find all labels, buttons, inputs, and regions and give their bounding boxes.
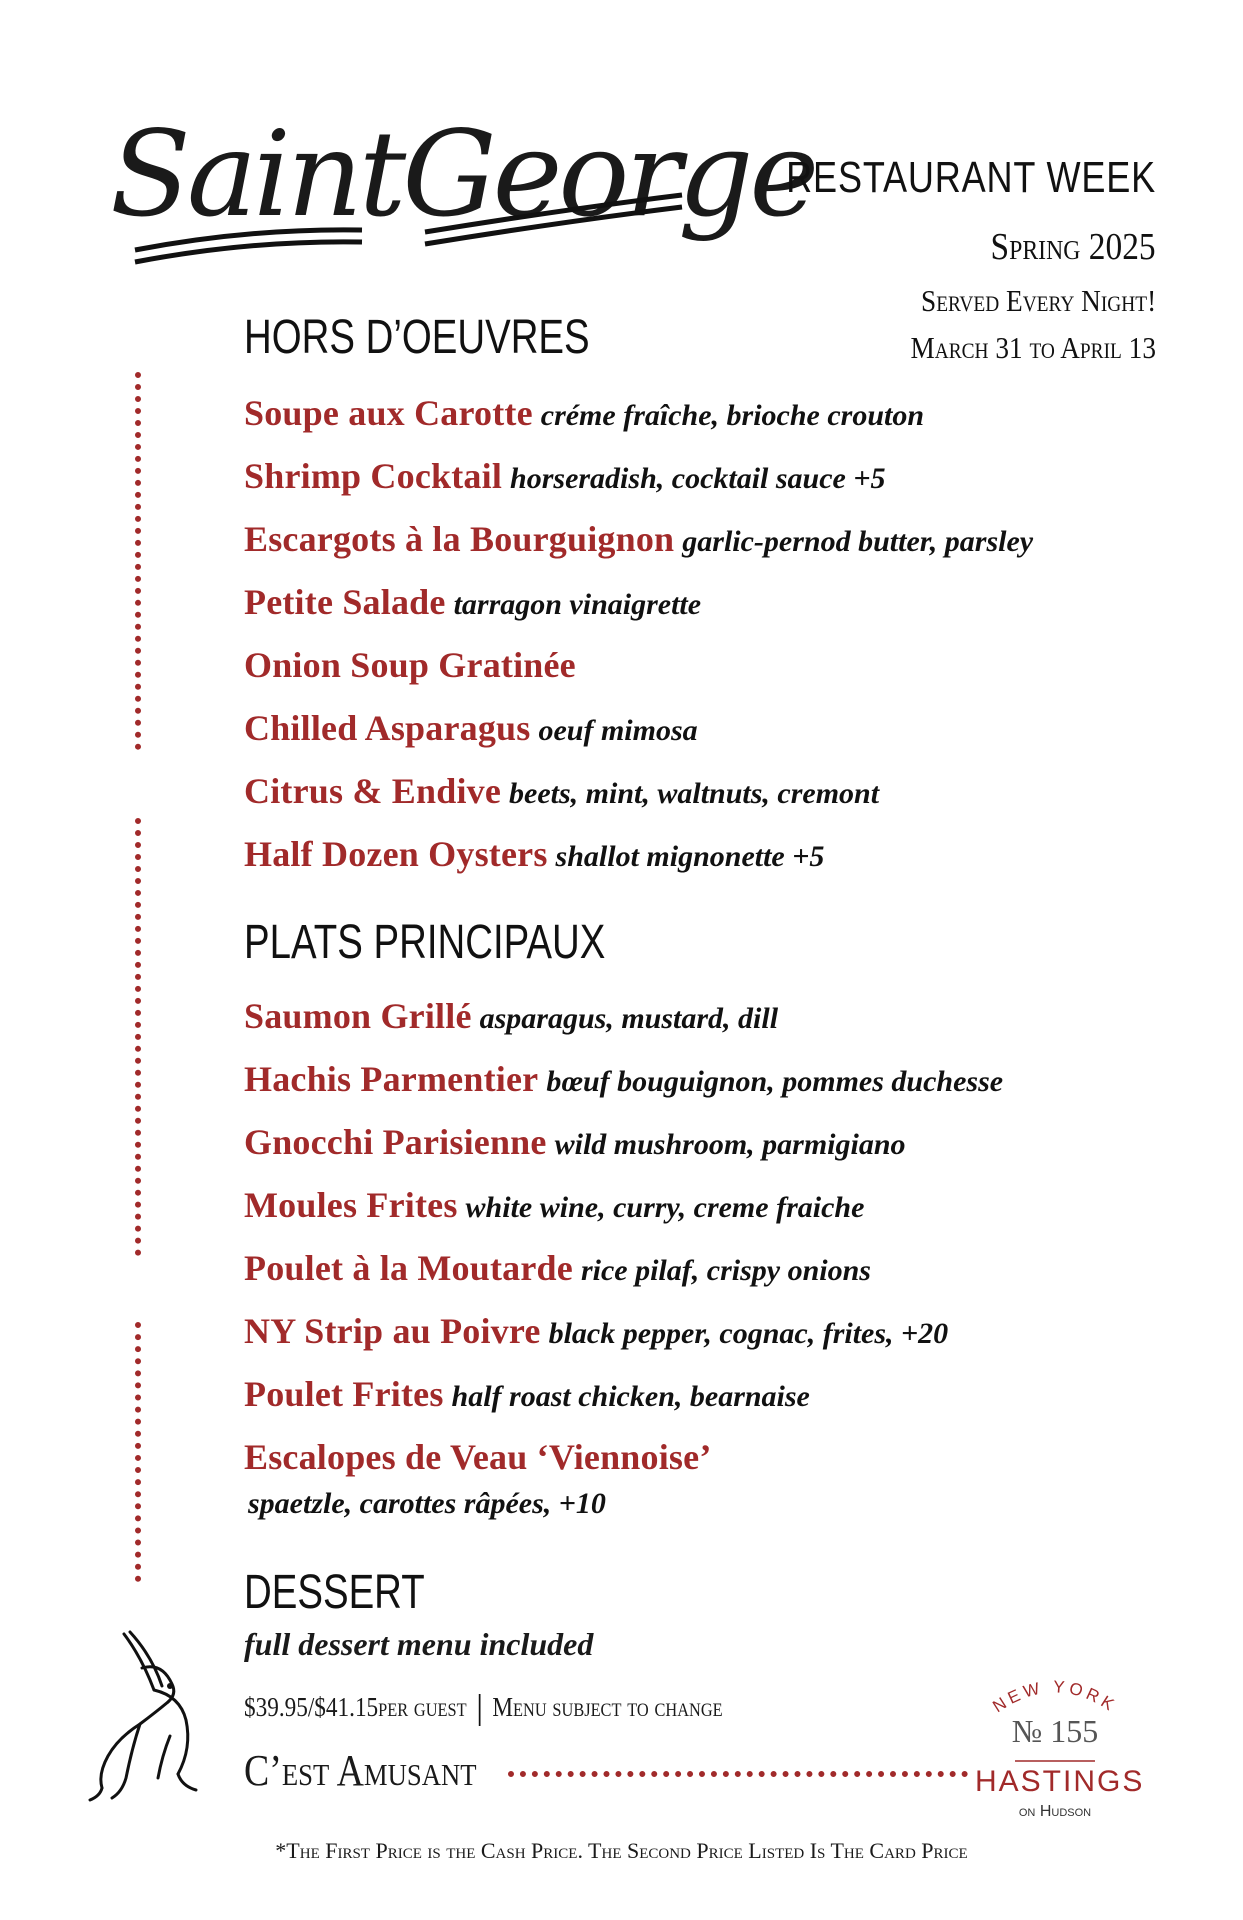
- item-desc: spaetzle, carottes râpées, +10: [248, 1487, 606, 1520]
- menu-item: [244, 518, 1033, 560]
- price-line: [244, 1692, 723, 1726]
- logo-underline-icon: [100, 100, 700, 275]
- section-heading-hors: HORS D’OEUVRES: [244, 311, 590, 364]
- tagline: C’est Amusant: [244, 1746, 477, 1795]
- item-desc: half roast chicken, bearnaise: [451, 1380, 810, 1413]
- item-desc: bœuf bouguignon, pommes duchesse: [546, 1065, 1004, 1098]
- menu-item: [244, 1184, 864, 1226]
- divider: [479, 1694, 481, 1726]
- item-name: Poulet Frites: [244, 1374, 444, 1414]
- item-desc: beets, mint, waltnuts, cremont: [509, 777, 880, 810]
- menu-item: [244, 392, 924, 434]
- dotted-rule: [508, 1771, 968, 1777]
- item-name: Citrus & Endive: [244, 771, 502, 811]
- menu-item: [244, 1058, 1003, 1100]
- menu-item: [244, 1121, 906, 1163]
- dotted-rule: [135, 372, 149, 750]
- item-desc: garlic-pernod butter, parsley: [682, 525, 1034, 558]
- menu-change-note: Menu subject to change: [492, 1692, 723, 1722]
- menu-item: [244, 770, 879, 812]
- item-name: Chilled Asparagus: [244, 708, 531, 748]
- item-name: Poulet à la Moutarde: [244, 1248, 573, 1288]
- badge-subtitle: on Hudson: [1018, 1803, 1092, 1820]
- menu-item: [244, 1373, 810, 1415]
- svg-text:NEW YORK: [989, 1677, 1120, 1716]
- season-label: Spring 2025: [990, 226, 1156, 268]
- item-name: Moules Frites: [244, 1185, 458, 1225]
- badge-arc-text: NEW YORK: [989, 1677, 1121, 1717]
- section-heading-plats: PLATS PRINCIPAUX: [244, 916, 606, 969]
- dessert-note: full dessert menu included: [244, 1626, 594, 1662]
- item-name: Hachis Parmentier: [244, 1059, 539, 1099]
- item-desc: oeuf mimosa: [538, 714, 698, 747]
- item-desc: créme fraîche, brioche crouton: [540, 399, 925, 432]
- item-desc: wild mushroom, parmigiano: [554, 1128, 906, 1161]
- menu-item: [244, 1436, 712, 1478]
- menu-item: [244, 995, 778, 1037]
- rabbit-icon: [82, 1628, 232, 1808]
- menu-item: [244, 455, 885, 497]
- badge-number: № 155: [1011, 1713, 1099, 1749]
- section-heading-dessert: DESSERT: [244, 1566, 425, 1619]
- location-badge: [975, 1665, 1145, 1825]
- logo-text: SaintGeorge: [110, 105, 816, 243]
- served-note: Served Every Night!: [920, 283, 1156, 318]
- item-name: Soupe aux Carotte: [244, 393, 533, 433]
- item-name: Petite Salade: [244, 582, 446, 622]
- badge-city: HASTINGS: [975, 1765, 1145, 1798]
- item-name: Saumon Grillé: [244, 996, 472, 1036]
- item-desc: white wine, curry, creme fraiche: [465, 1191, 865, 1224]
- price: $39.95/$41.15per guest: [244, 1692, 467, 1722]
- menu-item: [244, 644, 584, 686]
- menu-item: [244, 1310, 948, 1352]
- dotted-rule: [135, 1322, 149, 1582]
- dotted-rule: [135, 818, 149, 1256]
- restaurant-week-title: RESTAURANT WEEK: [786, 153, 1156, 202]
- restaurant-logo: [100, 100, 816, 275]
- item-name: Onion Soup Gratinée: [244, 645, 576, 685]
- item-name: NY Strip au Poivre: [244, 1311, 541, 1351]
- date-range: March 31 to April 13: [910, 330, 1156, 365]
- item-name: Escargots à la Bourguignon: [244, 519, 675, 559]
- item-name: Half Dozen Oysters: [244, 834, 548, 874]
- menu-item: [244, 833, 824, 875]
- item-name: Shrimp Cocktail: [244, 456, 503, 496]
- menu-item: [244, 707, 698, 749]
- menu-item: [244, 581, 701, 623]
- item-name: Escalopes de Veau ‘Viennoise’: [244, 1437, 712, 1477]
- item-desc: rice pilaf, crispy onions: [580, 1254, 871, 1287]
- item-desc: asparagus, mustard, dill: [479, 1002, 779, 1035]
- menu-item: [244, 1247, 871, 1289]
- item-desc: horseradish, cocktail sauce +5: [510, 462, 886, 495]
- item-desc: black pepper, cognac, frites, +20: [548, 1317, 949, 1350]
- item-name: Gnocchi Parisienne: [244, 1122, 547, 1162]
- item-desc: tarragon vinaigrette: [453, 588, 702, 621]
- price-footnote: *The First Price is the Cash Price. The Second Price Listed Is The Card Price: [275, 1838, 968, 1863]
- item-desc: shallot mignonette +5: [555, 840, 825, 873]
